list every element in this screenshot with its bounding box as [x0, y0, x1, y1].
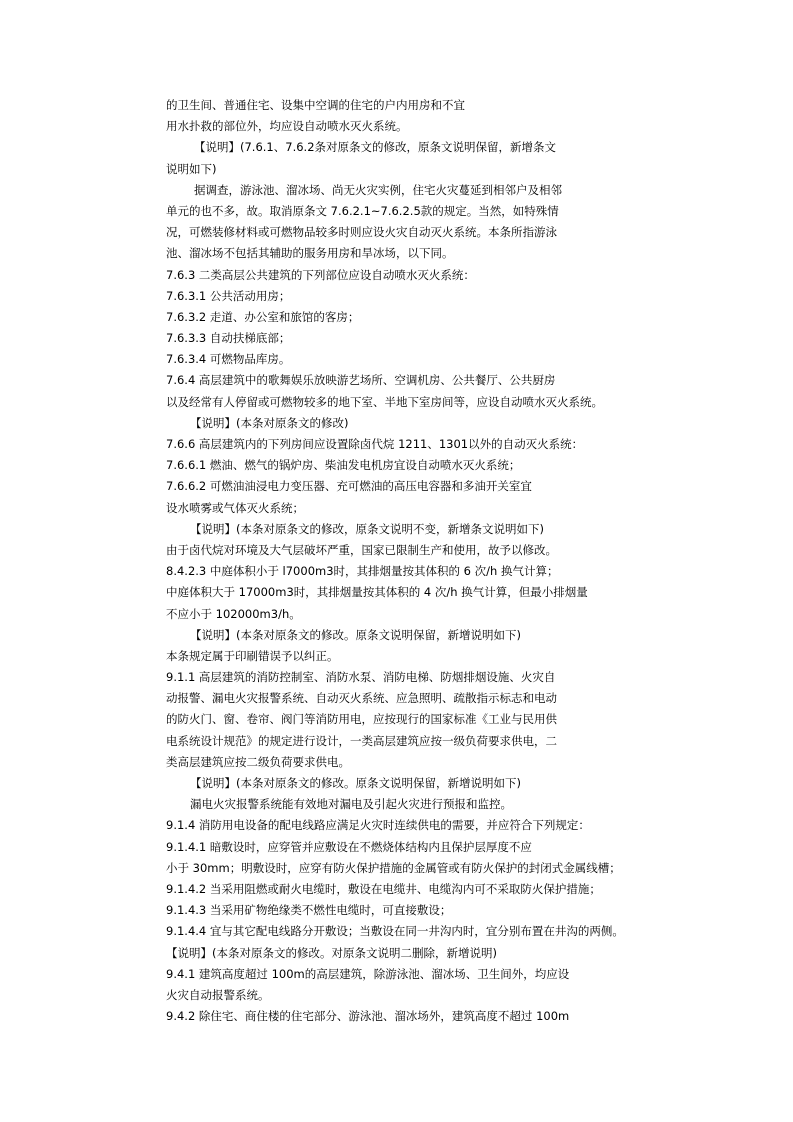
- text-line: 由于卤代烷对环境及大气层破坏严重，国家已限制生产和使用，故予以修改。: [166, 542, 557, 557]
- text-line: 单元的也不多，故。取消原条文 7.6.2.1~7.6.2.5款的规定。当然，如特殊情: [166, 203, 559, 218]
- text-line: 据调查，游泳池、溜冰场、尚无火灾实例，住宅火灾蔓延到相邻户及相邻: [194, 182, 562, 197]
- text-line: 漏电火灾报警系统能有效地对漏电及引起火灾进行预报和监控。: [190, 797, 512, 812]
- text-line: 7.6.4 高层建筑中的歌舞娱乐放映游艺场所、空调机房、公共餐厅、公共厨房: [166, 373, 556, 388]
- text-line: 9.4.1 建筑高度超过 100m的高层建筑，除游泳池、溜冰场、卫生间外，均应设: [166, 966, 570, 981]
- text-line: 动报警、漏电火灾报警系统、自动灭火系统、应急照明、疏散指示标志和电动: [166, 691, 557, 706]
- text-line: 【说明】(本条对原条文的修改。原条文说明保留，新增说明如下): [190, 627, 521, 642]
- text-line: 7.6.3 二类高层公共建筑的下列部位应设自动喷水灭火系统：: [166, 267, 475, 282]
- text-line: 火灾自动报警系统。: [166, 987, 270, 1002]
- text-line: 说明如下): [166, 161, 217, 176]
- text-line: 8.4.2.3 中庭体积小于 l7000m3时，其排烟量按其体积的 6 次/h 换气计算；: [166, 564, 559, 579]
- text-line: 7.6.6.1 燃油、燃气的锅炉房、柴油发电机房宜设自动喷水灭火系统；: [166, 458, 521, 473]
- document-body: [166, 95, 656, 1027]
- text-line: 类高层建筑应按二级负荷要求供电。: [166, 754, 350, 769]
- text-line: 7.6.3.4 可燃物品库房。: [166, 352, 291, 367]
- text-line: 小于 30mm；明敷设时，应穿有防火保护措施的金属管或有防火保护的封闭式金属线槽；: [166, 860, 621, 875]
- text-line: 7.6.3.2 走道、办公室和旅馆的客房；: [166, 309, 360, 324]
- text-line: 以及经常有人停留或可燃物较多的地下室、半地下室房间等，应设自动喷水灭火系统。: [166, 394, 603, 409]
- text-line: 中庭体积大于 17000m3时，其排烟量按其体积的 4 次/h 换气计算，但最小排烟量: [166, 585, 588, 600]
- text-line: 7.6.6 高层建筑内的下列房间应设置除卤代烷 1211、1301以外的自动灭火系统：: [166, 437, 584, 451]
- text-line: 池、溜冰场不包括其辅助的服务用房和旱冰场，以下同。: [166, 246, 454, 261]
- text-line: 的防火门、窗、卷帘、阀门等消防用电，应按现行的国家标准《工业与民用供: [166, 712, 557, 727]
- text-line: 【说明】(本条对原条文的修改，原条文说明不变，新增条文说明如下): [190, 521, 544, 536]
- text-line: 用水扑救的部位外，均应设自动喷水灭火系统。: [166, 119, 408, 134]
- text-line: 的卫生间、普通住宅、设集中空调的住宅的户内用房和不宜: [166, 98, 465, 112]
- text-line: 9.1.4.3 当采用矿物绝缘类不燃性电缆时，可直接敷设；: [166, 903, 452, 918]
- text-line: 9.4.2 除住宅、商住楼的住宅部分、游泳池、溜冰场外，建筑高度不超过 100m: [166, 1009, 570, 1024]
- text-line: 【说明】(本条对原条文的修改。原条文说明保留，新增说明如下): [190, 776, 521, 790]
- text-line: 本条规定属于印刷错误予以纠正。: [166, 648, 339, 663]
- text-line: 【说明】(本条对原条文的修改): [190, 415, 349, 430]
- text-line: 9.1.4.1 暗敷设时，应穿管并应敷设在不燃烧体结构内且保护层厚度不应: [166, 839, 532, 854]
- text-line: 况，可燃装修材料或可燃物品较多时则应设火灾自动灭火系统。本条所指游泳: [166, 225, 557, 240]
- text-line: 7.6.3.1 公共活动用房；: [166, 288, 291, 303]
- text-line: 7.6.3.3 自动扶梯底部；: [166, 331, 291, 346]
- text-line: 9.1.4.2 当采用阻燃或耐火电缆时，敷设在电缆井、电缆沟内可不采取防火保护措施；: [166, 881, 601, 896]
- text-line: 设水喷雾或气体灭火系统；: [166, 500, 304, 515]
- text-line: 9.1.4 消防用电设备的配电线路应满足火灾时连续供电的需要，并应符合下列规定：: [166, 818, 590, 833]
- text-line: 【说明】(7.6.1、7.6.2条对原条文的修改，原条文说明保留，新增条文: [194, 140, 557, 155]
- text-line: 9.1.1 高层建筑的消防控制室、消防水泵、消防电梯、防烟排烟设施、火灾自: [166, 670, 556, 685]
- text-line: 不应小于 102000m3/h。: [166, 606, 301, 621]
- text-line: 【说明】(本条对原条文的修改。对原条文说明二删除，新增说明): [166, 945, 497, 960]
- text-line: 电系统设计规范》的规定进行设计，一类高层建筑应按一级负荷要求供电，二: [166, 733, 557, 748]
- text-line: 9.1.4.4 宜与其它配电线路分开敷设；当敷设在同一井沟内时，宜分别布置在井沟的两侧。: [166, 924, 624, 939]
- text-line: 7.6.6.2 可燃油油浸电力变压器、充可燃油的高压电容器和多油开关室宜: [166, 479, 532, 494]
